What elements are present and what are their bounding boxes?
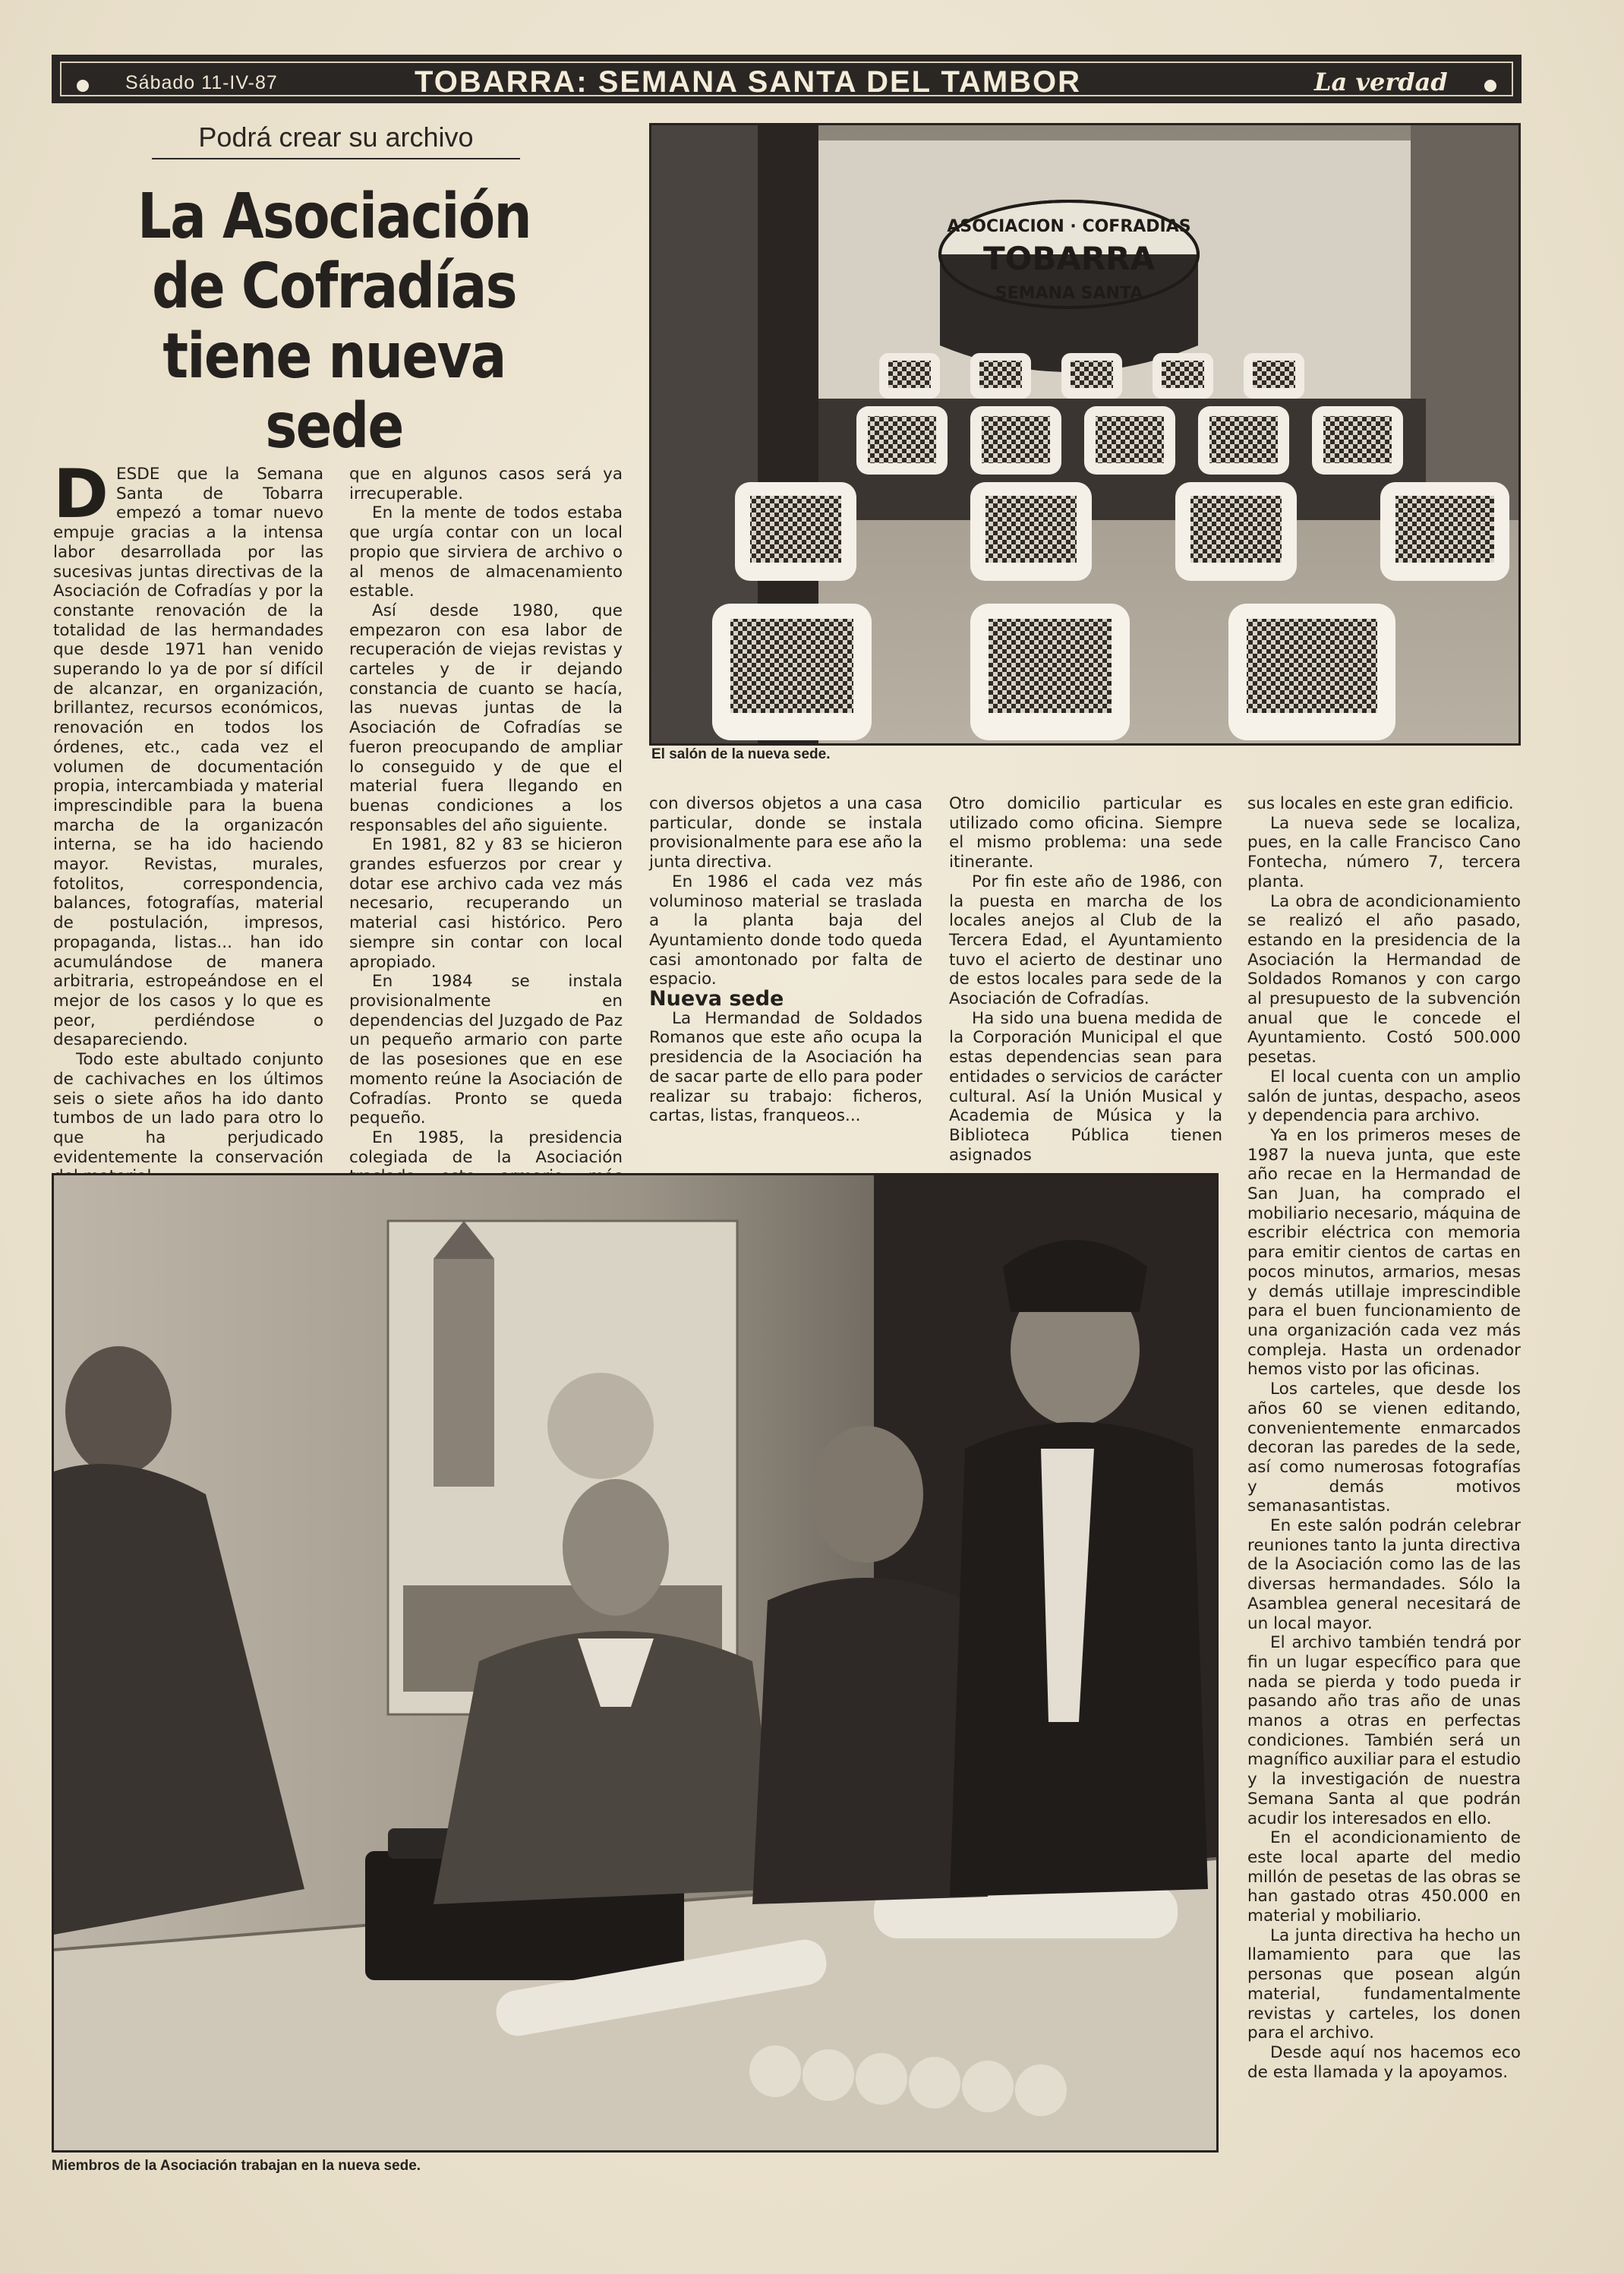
column-5 [1247, 794, 1521, 2188]
paragraph: En el acondicionamiento de este local aparte del medio millón de pesetas de las obras se han gastado otras 450.000 en material y mobiliario. [1247, 1828, 1521, 1926]
paragraph: DESDE que la Semana Santa de Tobarra empezó a tomar nuevo empuje gracias a la intensa labor desarrollada por las sucesivas juntas directivas de la Asociación de Cofradías y por la constante renovación de la totalidad de las hermandades que desde 1971 han venido superando lo ya de por sí difícil de alcanzar, en organización, brillantez, recursos económicos, renovación en todos los órdenes, etc., cada vez el volumen de documentación propia, intercambiada y material imprescindible para la buena marcha de la organizacón interna, se ha ido haciendo mayor. Revistas, murales, fotolitos, correspondencia, balances, fotografías, material de postulación, impresos, propaganda, listas... han ido acumulándose de manera arbitraria, estropeándose en el mejor de los casos y lo que es peor, perdiéndose o desapareciendo. [53, 455, 323, 1050]
column-2 [349, 465, 623, 1167]
column-1 [53, 455, 323, 1167]
subheading: Nueva sede [649, 987, 784, 1011]
paragraph: En 1986 el cada vez más voluminoso material se traslada a la planta baja del Ayuntamiento donde todo queda casi amontonado por falta de espacio. [649, 872, 922, 989]
headline-line-2: de Cofradías [152, 251, 516, 323]
paragraph: La junta directiva ha hecho un llamamiento para que las personas que posean algún material, fundamentalmente revistas y carteles, los donen para el archivo. [1247, 1925, 1521, 2043]
paragraph: En este salón podrán celebrar reuniones tanto la junta directiva de la Asociación como las de las diversas hermandades. Sólo la Asamblea general necesitará de un local mayor. [1247, 1516, 1521, 1633]
paragraph: Todo este abultado conjunto de cachivaches en los últimos seis o siete años ha ido danto tumbos de un lado para otro lo que ha perjudicado evidentemente la conservación [53, 1050, 323, 1167]
headline-line-3: tiene nueva sede [162, 320, 506, 462]
paragraph: El archivo también tendrá por fin un lugar específico para que nada se pierda y todo pueda ir pasando año tras año de unas manos a otras en perfectas condiciones. También será un magnífico auxiliar para el estudio y la investigación de nuestra Semana Santa al que podrán acudir los interesados en ello. [1247, 1633, 1521, 1828]
members-working-photo [52, 1173, 1219, 2153]
emblem-top-text: ASOCIACION · COFRADIAS [947, 217, 1191, 236]
paragraph: En la mente de todos estaba que urgía contar con un local propio que sirviera de archivo o al menos de almacenamiento estable. [349, 503, 623, 601]
paragraph: Ya en los primeros meses de 1987 la nueva junta, que este año recae en la Hermandad de San Juan, ha comprado el mobiliario necesario, máquina de escribir eléctrica con memoria para emitir cientos de cartas en pocos minutos, armarios, mesas y demás utillaje imprescindible para el buen funcionamiento de una organización cada vez más compleja. Hasta un ordenador hemos visto por las oficinas. [1247, 1125, 1521, 1380]
paragraph: Desde aquí nos hacemos eco de esta llamada y la apoyamos. [1247, 2043, 1521, 2082]
paragraph: La nueva sede se localiza, pues, en la calle Francisco Cano Fontecha, número 7, tercera planta. [1247, 813, 1521, 891]
meeting-hall-image [651, 125, 1518, 743]
section-title: TOBARRA: SEMANA SANTA DEL TAMBOR [415, 65, 1082, 99]
left-bullet-icon [77, 80, 89, 92]
column-3 [649, 794, 922, 1160]
headline [93, 182, 575, 462]
emblem-main-text: TOBARRA [982, 240, 1156, 277]
paragraph: con diversos objetos a una casa particular, donde se instala provisionalmente para ese año la junta directiva. [649, 794, 922, 872]
paragraph: En 1985, la presidencia colegiada de la Asociación [349, 1128, 623, 1167]
paragraph: Otro domicilio particular es utilizado como oficina. Siempre el mismo problema: una sede itinerante. [949, 794, 1222, 872]
right-bullet-icon [1484, 80, 1496, 92]
top-photo-caption: El salón de la nueva sede. [651, 746, 831, 762]
paragraph: Así desde 1980, que empezaron con esa labor de recuperación de viejas revistas y carteles y de ir dejando constancia de cuanto se hacía, las nuevas juntas de la Asociación de Cofradías se fueron preocupando de ampliar lo conseguido y de que el material fuera llegando en buenas condiciones a los responsables del año siguiente. [349, 601, 623, 835]
paragraph: que en algunos casos será ya irrecuperable. [349, 465, 623, 503]
meeting-hall-photo [649, 123, 1521, 746]
paragraph: Los carteles, que desde los años 60 se vienen editando, convenientemente enmarcados decoran las paredes de la sede, así como numerosas fotografías y demás motivos semanasantistas. [1247, 1380, 1521, 1516]
kicker: Podrá crear su archivo [152, 121, 520, 159]
paragraph: La obra de acondicionamiento se realizó el año pasado, estando en la presidencia de la Asociación la Hermandad de Soldados Romanos y con cargo al presupuesto de la subvención anual que le concede el Ayuntamiento. Costó 500.000 pesetas. [1247, 891, 1521, 1068]
bottom-photo-caption: Miembros de la Asociación trabajan en la nueva sede. [52, 2158, 421, 2174]
paragraph: sus locales en este gran edificio. [1247, 794, 1514, 813]
paragraph: La Hermandad de Soldados Romanos que este año ocupa la presidencia de la Asociación ha de sacar parte de ello para poder realizar su trabajo: ficheros, cartas, listas, franqueos... [649, 1008, 922, 1126]
column-4 [949, 794, 1222, 1165]
header-bar [52, 55, 1522, 103]
drop-cap: D [53, 455, 109, 533]
paragraph: En 1984 se instala provisionalmente en dependencias del Juzgado de Paz un pequeño armario con parte de las posesiones que en ese momento reúne la Asociación de Cofradías. Pronto se queda pequeño. [349, 972, 623, 1128]
headline-line-1: La Asociación [137, 181, 531, 253]
paragraph: Por fin este año de 1986, con la puesta en marcha de los locales anejos al Club de la Tercera Edad, el Ayuntamiento tuvo el acierto de destinar uno de estos locales para sede de la Asociación de Cofradías. [949, 872, 1222, 1009]
issue-date: Sábado 11-IV-87 [125, 72, 278, 93]
paragraph: El local cuenta con un amplio salón de juntas, despacho, aseos y dependencia para archivo. [1247, 1067, 1521, 1126]
emblem-bottom-text: SEMANA SANTA [995, 284, 1143, 303]
paragraph: En 1981, 82 y 83 se hicieron grandes esfuerzos por crear y dotar ese archivo cada vez más necesario, recuperando un material casi histórico. Pero siempre sin contar con local apropiado. [349, 835, 623, 972]
members-working-image [54, 1175, 1216, 2150]
newspaper-logo: La verdad [1314, 68, 1448, 96]
header-frame [60, 62, 1513, 99]
paragraph: Ha sido una buena medida de la Corporación Municipal el que estas dependencias sean para entidades o servicios de carácter cultural. Así la Unión Musical y Academia de Música y la Biblioteca Pública tienen asignados [949, 1008, 1222, 1165]
